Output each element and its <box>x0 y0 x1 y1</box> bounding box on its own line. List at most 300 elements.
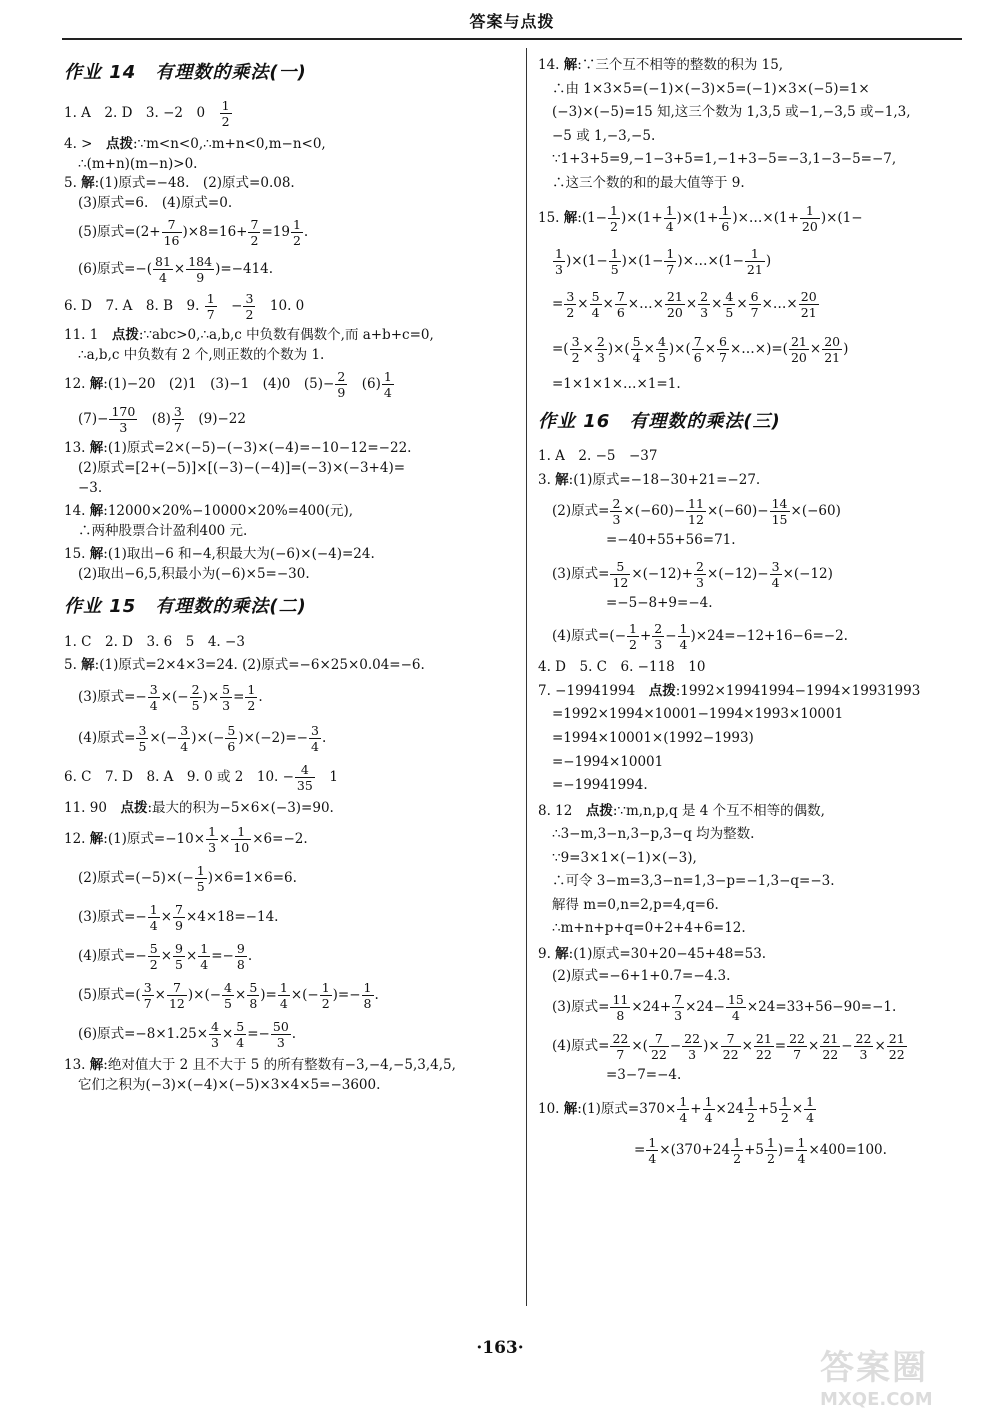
text-run: + <box>639 628 652 645</box>
fraction <box>678 621 690 652</box>
text-run: =( <box>552 341 569 358</box>
answer-line <box>538 150 978 170</box>
hint-label: 点拨 <box>120 799 148 816</box>
text-run: 9. <box>538 946 556 963</box>
answer-line <box>538 919 978 939</box>
text-run: (7)− <box>78 411 109 428</box>
text-run: ×4×18=−14. <box>185 909 279 926</box>
fraction <box>664 246 676 277</box>
denominator: 4 <box>383 385 392 401</box>
hint-label: 点拨 <box>585 802 613 819</box>
text-run: × <box>173 261 186 278</box>
text-run: 8. 12 <box>538 802 586 819</box>
watermark-line2: MXQE.COM <box>820 1389 933 1410</box>
denominator: 3 <box>654 637 663 653</box>
fraction <box>220 682 232 713</box>
text-run: × <box>160 909 173 926</box>
text-run: × <box>582 341 594 358</box>
denominator: 15 <box>771 512 788 528</box>
denominator: 4 <box>632 350 641 366</box>
text-run: ×24=33+56−90=−1. <box>746 999 897 1016</box>
text-run: 14. <box>64 503 90 520</box>
text-run: (6)原式=−8×1.25× <box>78 1026 209 1043</box>
text-run: × <box>219 831 231 848</box>
numerator: 50 <box>272 1019 289 1035</box>
text-run: ×24− <box>685 999 725 1016</box>
text-run: (4)原式= <box>78 729 136 746</box>
text-run: 15. <box>538 210 564 227</box>
fraction <box>148 902 160 933</box>
text-run: ∴(m+n)(m−n)>0. <box>78 155 198 172</box>
denominator: 4 <box>149 918 158 934</box>
numerator: 21 <box>755 1031 772 1047</box>
denominator: 7 <box>616 1047 625 1063</box>
denominator: 22 <box>650 1047 667 1063</box>
text-run: ×6=−2. <box>252 831 308 848</box>
text-run: )=− <box>332 987 361 1004</box>
numerator: 170 <box>111 404 136 420</box>
answer-line <box>64 762 514 793</box>
fraction <box>178 723 190 754</box>
answer-line <box>64 254 514 285</box>
text-run: ×…× <box>761 296 798 313</box>
denominator: 4 <box>311 738 319 754</box>
text-run: × <box>235 987 247 1004</box>
answer-line <box>64 459 514 479</box>
fraction <box>754 1031 774 1062</box>
numerator: 2 <box>612 496 621 512</box>
answer-line <box>538 1094 978 1125</box>
fraction <box>686 496 706 527</box>
numerator: 22 <box>684 1031 701 1047</box>
denominator: 4 <box>731 1008 740 1024</box>
denominator: 7 <box>793 1047 802 1063</box>
answer-line <box>538 967 978 987</box>
numerator: 81 <box>155 254 171 270</box>
numerator: 5 <box>222 681 231 697</box>
text-run: )= <box>260 987 277 1004</box>
fraction <box>382 369 394 400</box>
fraction <box>320 980 332 1011</box>
text-run: . <box>247 948 253 965</box>
denominator: 3 <box>859 1047 868 1063</box>
text-run: :(1)原式=30+20−45+48=53. <box>568 946 767 963</box>
text-run: (2)取出−6,5,积最小为(−6)×5=−30. <box>78 565 310 582</box>
text-run: )×(1− <box>565 253 608 270</box>
fraction <box>278 980 290 1011</box>
answer-line <box>64 155 514 175</box>
text-run: ×(−60) <box>790 503 841 520</box>
hint-label: 解 <box>81 175 95 192</box>
fraction <box>309 723 321 754</box>
answer-line <box>538 174 978 194</box>
text-run: − <box>217 298 243 315</box>
fraction <box>148 941 160 972</box>
answer-line <box>538 621 978 652</box>
watermark-line1: 答案圈 <box>820 1348 928 1388</box>
text-run: 1. A 2. −5 −37 <box>538 448 658 465</box>
text-run: × <box>736 296 748 313</box>
denominator: 6 <box>721 219 730 235</box>
text-run: )×(1− <box>621 253 664 270</box>
numerator: 7 <box>250 217 259 233</box>
numerator: 1 <box>679 1093 688 1109</box>
numerator: 1 <box>321 980 330 996</box>
numerator: 1 <box>196 863 205 879</box>
denominator: 20 <box>801 219 818 235</box>
numerator: 2 <box>696 558 704 574</box>
numerator: 7 <box>693 334 702 350</box>
hint-label: 解 <box>563 1100 578 1117</box>
text-run: × <box>154 987 166 1004</box>
numerator: 1 <box>780 1093 789 1109</box>
text-run: :(1)原式=2×(−5)−(−3)×(−4)=−10−12=−22. <box>103 440 412 457</box>
denominator: 22 <box>722 1047 739 1063</box>
text-run: (3)原式=− <box>78 688 147 705</box>
text-run: )×(− <box>187 987 222 1004</box>
answer-line <box>538 334 978 365</box>
numerator: 1 <box>665 203 674 219</box>
text-run: × <box>741 1038 753 1055</box>
fraction <box>799 289 819 320</box>
fraction <box>225 723 237 754</box>
text-run: +5 <box>744 1141 764 1158</box>
fraction <box>245 682 257 713</box>
answer-line <box>64 1076 514 1096</box>
text-run: (3)原式= <box>552 999 610 1016</box>
fraction <box>609 246 621 277</box>
text-run: ×24+ <box>631 999 672 1016</box>
text-run: (2)原式=−6+1+0.7=−4.3. <box>552 967 731 984</box>
text-run: :(1)原式=370× <box>577 1100 677 1117</box>
fraction <box>800 203 820 234</box>
header-title: 答案与点拨 <box>469 12 555 31</box>
answer-line <box>64 326 514 346</box>
text-run: +5 <box>758 1100 778 1117</box>
numerator: 3 <box>245 291 254 307</box>
denominator: 3 <box>596 350 605 366</box>
denominator: 8 <box>616 1008 625 1024</box>
text-run: . <box>258 688 263 705</box>
fraction <box>206 824 218 855</box>
text-run: =1992×1994×10001−1994×1993×10001 <box>552 706 844 723</box>
fraction <box>664 203 676 234</box>
text-run: =−1994×10001 <box>552 753 664 770</box>
denominator: 3 <box>222 697 231 713</box>
denominator: 5 <box>175 957 183 973</box>
numerator: 1 <box>721 203 730 219</box>
text-run: 10. <box>538 1100 564 1117</box>
text-run: ∴两种股票合计盈利400 元. <box>78 522 248 539</box>
denominator: 4 <box>679 1109 688 1125</box>
answer-line <box>538 375 978 395</box>
denominator: 9 <box>337 385 346 401</box>
fraction <box>610 992 630 1023</box>
text-run: (9)−22 <box>184 411 246 428</box>
denominator: 4 <box>771 574 780 590</box>
denominator: 6 <box>227 738 236 754</box>
denominator: 3 <box>119 420 128 436</box>
text-run: ×(−12)+ <box>631 565 693 582</box>
numerator: 15 <box>727 992 744 1008</box>
denominator: 2 <box>766 1150 775 1166</box>
text-run: = <box>233 688 245 705</box>
text-run: 14. <box>538 57 564 73</box>
text-run: )×(1− <box>820 210 863 227</box>
text-run: ∵1+3+5=9,−1−3+5=1,−1+3−5=−3,1−3−5=−7, <box>552 151 897 168</box>
text-run: 3. <box>538 471 556 488</box>
fraction <box>703 1094 715 1125</box>
fraction <box>615 289 627 320</box>
numerator: 21 <box>822 1031 839 1047</box>
denominator: 22 <box>888 1047 905 1063</box>
text-run: :(1)原式=−18−30+21=−27. <box>568 471 761 488</box>
text-run: ∴m+n+p+q=0+2+4+6=12. <box>552 920 746 937</box>
denominator: 4 <box>236 1035 245 1051</box>
fraction <box>248 217 260 248</box>
text-run: :∵m<n<0,∴m+n<0,m−n<0, <box>132 136 326 153</box>
hint-label: 解 <box>555 946 569 963</box>
denominator: 2 <box>571 350 580 366</box>
text-run: = <box>634 1141 646 1158</box>
answer-line <box>538 496 978 527</box>
numerator: 4 <box>295 762 315 778</box>
text-run: ×(−60)− <box>623 503 686 520</box>
answer-line <box>538 682 978 702</box>
fraction <box>153 254 173 285</box>
denominator: 4 <box>591 305 600 321</box>
answer-line <box>538 103 978 123</box>
fraction <box>672 992 684 1023</box>
numerator: 3 <box>771 558 780 574</box>
numerator: 5 <box>591 289 600 305</box>
answer-line <box>64 1056 514 1076</box>
fraction <box>745 1094 757 1125</box>
numerator: 1 <box>200 941 209 957</box>
answer-line <box>64 479 514 499</box>
text-run: 5. <box>64 175 82 192</box>
text-run: (6) <box>348 376 381 393</box>
answer-line <box>538 559 978 590</box>
answer-line <box>64 633 514 653</box>
fraction <box>186 254 214 285</box>
text-run: × <box>185 948 198 965</box>
answer-line <box>538 80 978 100</box>
text-run: :(1)−20 (2)1 (3)−1 (4)0 (5)− <box>103 376 335 393</box>
answer-line <box>64 439 514 459</box>
text-run: . <box>321 729 327 746</box>
denominator: 4 <box>648 1150 657 1166</box>
text-run: :(1)原式=−10× <box>103 831 206 848</box>
numerator: 6 <box>750 289 759 305</box>
fraction <box>222 980 234 1011</box>
section-title: 作业 14 有理数的乘法(一) <box>64 62 307 83</box>
fraction <box>190 682 202 713</box>
hint-label: 解 <box>89 440 104 457</box>
denominator: 35 <box>296 777 313 793</box>
text-run: × <box>874 1038 886 1055</box>
text-run: (6)原式=−( <box>78 261 153 278</box>
fraction <box>717 334 729 365</box>
denominator: 3 <box>555 262 563 278</box>
denominator: 5 <box>138 738 147 754</box>
numerator: 5 <box>249 980 258 996</box>
fraction <box>136 723 148 754</box>
numerator: 20 <box>800 289 817 305</box>
numerator: 1 <box>648 1134 657 1150</box>
denominator: 21 <box>824 350 841 366</box>
fraction <box>779 1094 791 1125</box>
fraction <box>570 334 582 365</box>
answer-line <box>64 291 514 322</box>
text-run: ×(−12) <box>782 565 833 582</box>
fraction <box>595 334 607 365</box>
fraction <box>770 496 790 527</box>
answer-line <box>538 447 978 467</box>
answer-line <box>538 56 978 76</box>
text-run: 解得 m=0,n=2,p=4,q=6. <box>552 896 719 913</box>
text-run: ×(− <box>160 688 189 705</box>
hint-label: 点拨 <box>111 327 139 344</box>
denominator: 5 <box>657 350 666 366</box>
text-run: ×…× <box>729 341 767 358</box>
text-run: =−5−8+9=−4. <box>606 594 713 611</box>
denominator: 4 <box>797 1150 806 1166</box>
text-run: . <box>303 224 309 241</box>
text-run: × <box>809 341 822 358</box>
numerator: 5 <box>227 722 236 738</box>
numerator: 5 <box>610 559 630 575</box>
answer-line <box>538 705 978 725</box>
text-run: = <box>774 1038 787 1055</box>
text-run: )=−414. <box>215 261 274 278</box>
numerator: 22 <box>789 1031 805 1047</box>
denominator: 2 <box>747 1109 755 1125</box>
denominator: 8 <box>236 957 245 973</box>
text-run: (2)原式= <box>552 503 610 520</box>
denominator: 4 <box>279 996 288 1012</box>
text-run: (3)原式= <box>552 565 610 582</box>
denominator: 16 <box>163 233 180 249</box>
numerator: 184 <box>188 254 213 270</box>
text-run: ×(−12)− <box>706 565 769 582</box>
answer-line <box>538 872 978 892</box>
fraction <box>235 941 247 972</box>
answer-line <box>538 658 978 678</box>
fraction <box>749 289 761 320</box>
text-run: )×6=1×6=6. <box>207 870 297 887</box>
text-run: :(1)原式=−48. (2)原式=0.08. <box>94 175 295 192</box>
fraction <box>231 824 251 855</box>
denominator: 5 <box>191 697 200 713</box>
fraction <box>719 203 731 234</box>
text-run: . <box>374 987 379 1004</box>
denominator: 20 <box>666 305 683 321</box>
numerator: 4 <box>211 1019 219 1035</box>
answer-line <box>64 98 514 129</box>
text-run: )×( <box>668 341 691 358</box>
denominator: 2 <box>250 233 259 249</box>
text-run: )×…×(1− <box>677 253 744 270</box>
denominator: 2 <box>221 114 230 130</box>
denominator: 5 <box>610 262 619 278</box>
denominator: 20 <box>790 350 807 366</box>
text-run: ) <box>766 341 772 358</box>
text-run: :12000×20%−10000×20%=400(元), <box>103 503 354 520</box>
text-run: ∴可令 3−m=3,3−n=1,3−p=−1,3−q=−3. <box>552 873 835 890</box>
denominator: 3 <box>700 305 709 321</box>
text-run: 12. <box>64 376 90 393</box>
text-run: × <box>791 1100 804 1117</box>
fraction <box>731 1135 743 1166</box>
answer-line <box>64 346 514 366</box>
text-run: −3. <box>78 479 103 496</box>
page-number: ·163· <box>476 1338 524 1358</box>
denominator: 12 <box>688 512 704 528</box>
answer-line <box>64 369 514 400</box>
right-column <box>538 56 978 1166</box>
answer-line <box>64 1019 514 1050</box>
fraction <box>787 1031 807 1062</box>
numerator: 1 <box>766 1134 775 1150</box>
numerator: 2 <box>700 289 709 305</box>
fraction <box>335 369 347 400</box>
hint-label: 解 <box>89 1057 104 1074</box>
denominator: 3 <box>211 1035 219 1051</box>
text-run: × <box>643 341 655 358</box>
hint-label: 解 <box>81 657 95 674</box>
hint-label: 解 <box>563 57 578 73</box>
numerator: 5 <box>149 941 158 957</box>
answer-line <box>538 1066 978 1086</box>
text-run: − <box>665 628 677 645</box>
numerator: 5 <box>632 334 641 350</box>
fraction <box>209 1019 221 1050</box>
numerator: 11 <box>612 992 629 1008</box>
numerator: 20 <box>824 334 841 350</box>
answer-line <box>64 545 514 565</box>
fraction <box>142 980 154 1011</box>
answer-line <box>64 656 514 676</box>
text-run: 1. C 2. D 3. 6 5 4. −3 <box>64 633 245 650</box>
hint-label: 解 <box>89 503 104 520</box>
text-run: ×(− <box>149 729 178 746</box>
text-run: :∵三个互不相等的整数的积为 15, <box>577 57 784 73</box>
text-run: 5. <box>64 657 82 674</box>
text-run: :(1− <box>577 210 607 227</box>
text-run: 13. <box>64 440 90 457</box>
text-run: (−3)×(−5)=15 知,这三个数为 1,3,5 或−1,−3,5 或−1,3, <box>552 104 911 121</box>
denominator: 4 <box>158 270 167 286</box>
denominator: 7 <box>173 420 182 436</box>
numerator: 3 <box>143 980 152 996</box>
fraction <box>271 1019 291 1050</box>
text-run: 7. −19941994 <box>538 682 649 699</box>
text-run: (3)原式=6. (4)原式=0. <box>78 194 233 211</box>
text-run: = <box>552 296 564 313</box>
numerator: 1 <box>221 98 230 114</box>
left-column <box>64 56 514 1095</box>
text-run: − <box>841 1038 853 1055</box>
numerator: 3 <box>571 334 580 350</box>
text-run: 4. D 5. C 6. −118 10 <box>538 659 706 676</box>
fraction <box>631 334 643 365</box>
text-run: ) <box>765 253 772 270</box>
numerator: 1 <box>797 1134 806 1150</box>
fraction <box>247 980 259 1011</box>
numerator: 1 <box>747 1093 755 1109</box>
numerator: 1 <box>363 980 372 996</box>
